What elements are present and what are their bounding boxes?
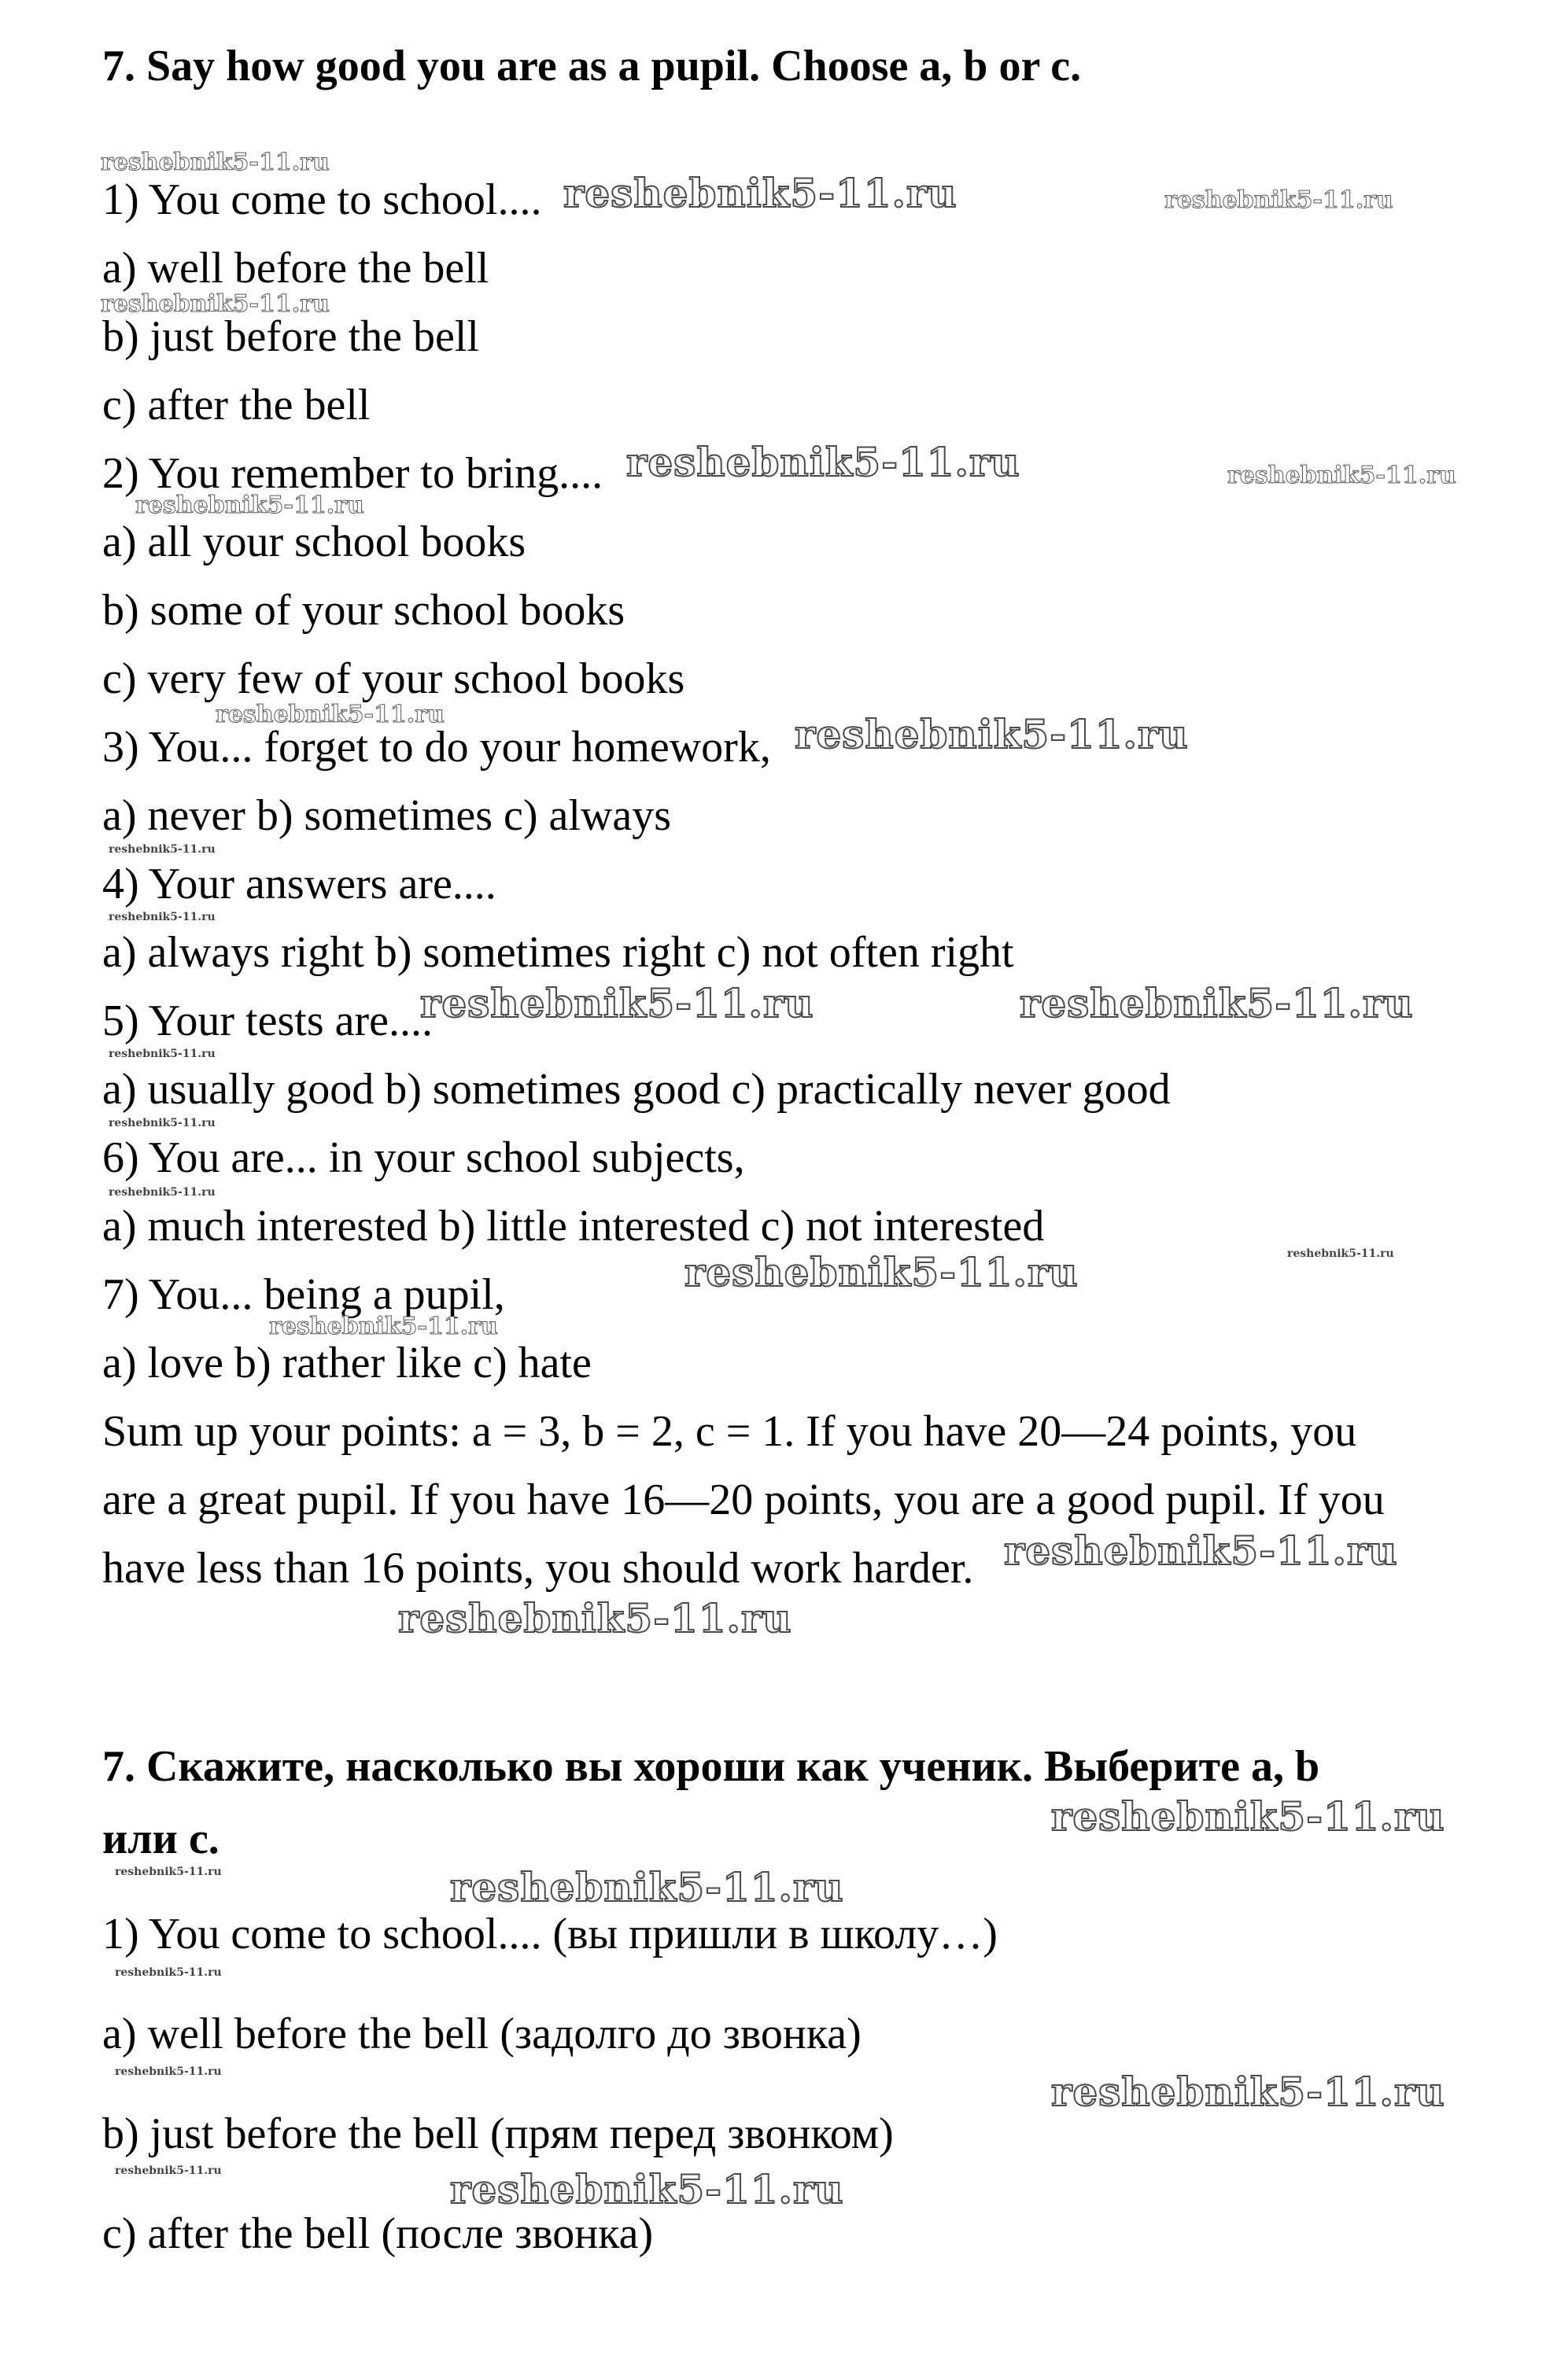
- watermark: reshebnik5-11.ru: [420, 980, 814, 1026]
- question-2: 2) You remember to bring....: [102, 449, 603, 498]
- watermark: reshebnik5-11.ru: [115, 1866, 222, 1878]
- scoring-line-3: have less than 16 points, you should work harder.: [102, 1544, 974, 1593]
- translation-option-b: b) just before the bell (прям перед звонком): [102, 2109, 894, 2158]
- watermark: reshebnik5-11.ru: [450, 2166, 844, 2212]
- question-3: 3) You... forget to do your homework,: [102, 723, 771, 772]
- watermark: reshebnik5-11.ru: [1020, 980, 1414, 1026]
- watermark: reshebnik5-11.ru: [115, 1966, 222, 1979]
- question-2-option-b: b) some of your school books: [102, 586, 625, 635]
- question-3-options: a) never b) sometimes c) always: [102, 791, 672, 840]
- question-1-option-c: c) after the bell: [102, 381, 371, 429]
- watermark: reshebnik5-11.ru: [115, 2065, 222, 2078]
- watermark: reshebnik5-11.ru: [135, 492, 364, 519]
- watermark: reshebnik5-11.ru: [398, 1595, 792, 1641]
- watermark: reshebnik5-11.ru: [216, 701, 445, 728]
- question-5-options: a) usually good b) sometimes good c) practically never good: [102, 1065, 1171, 1114]
- question-5: 5) Your tests are....: [102, 997, 433, 1045]
- question-2-option-a: a) all your school books: [102, 518, 526, 566]
- scoring-line-2: are a great pupil. If you have 16—20 points, you are a good pupil. If you: [102, 1476, 1385, 1524]
- translation-option-a: a) well before the bell (задолго до звонка): [102, 2010, 862, 2058]
- watermark: reshebnik5-11.ru: [450, 1864, 844, 1910]
- exercise-heading: 7. Say how good you are as a pupil. Choose a, b or c.: [102, 42, 1082, 90]
- watermark: reshebnik5-11.ru: [109, 1186, 216, 1199]
- watermark: reshebnik5-11.ru: [109, 1048, 216, 1060]
- watermark: reshebnik5-11.ru: [1227, 462, 1456, 489]
- translation-question-1: 1) You come to school.... (вы пришли в школу…): [102, 1910, 998, 1958]
- question-2-option-c: c) very few of your school books: [102, 654, 685, 703]
- watermark: reshebnik5-11.ru: [795, 711, 1189, 757]
- question-6-options: a) much interested b) little interested c) not interested: [102, 1202, 1045, 1251]
- question-4: 4) Your answers are....: [102, 860, 496, 908]
- watermark: reshebnik5-11.ru: [563, 170, 957, 216]
- translation-heading-line-2: или c.: [102, 1814, 220, 1863]
- watermark: reshebnik5-11.ru: [101, 149, 330, 176]
- watermark: reshebnik5-11.ru: [109, 843, 216, 856]
- scoring-line-1: Sum up your points: a = 3, b = 2, c = 1. If you have 20—24 points, you: [102, 1407, 1357, 1456]
- question-1-option-a: a) well before the bell: [102, 244, 489, 293]
- watermark: reshebnik5-11.ru: [1004, 1527, 1398, 1574]
- watermark: reshebnik5-11.ru: [1164, 186, 1393, 214]
- translation-heading-line-1: 7. Скажите, насколько вы хороши как ученик. Выберите a, b: [102, 1742, 1320, 1791]
- watermark: reshebnik5-11.ru: [1051, 1793, 1445, 1840]
- watermark: reshebnik5-11.ru: [1287, 1247, 1394, 1260]
- watermark: reshebnik5-11.ru: [269, 1313, 498, 1340]
- watermark: reshebnik5-11.ru: [109, 911, 216, 923]
- question-1: 1) You come to school....: [102, 175, 542, 224]
- watermark: reshebnik5-11.ru: [1051, 2069, 1445, 2115]
- watermark: reshebnik5-11.ru: [101, 290, 330, 318]
- question-7-options: a) love b) rather like c) hate: [102, 1339, 592, 1387]
- question-4-options: a) always right b) sometimes right c) not often right: [102, 928, 1014, 977]
- translation-option-c: c) after the bell (после звонка): [102, 2209, 654, 2258]
- watermark: reshebnik5-11.ru: [109, 1117, 216, 1129]
- watermark: reshebnik5-11.ru: [626, 439, 1020, 485]
- question-1-option-b: b) just before the bell: [102, 312, 479, 361]
- question-6: 6) You are... in your school subjects,: [102, 1133, 745, 1182]
- question-7: 7) You... being a pupil,: [102, 1270, 505, 1319]
- watermark: reshebnik5-11.ru: [684, 1249, 1079, 1295]
- watermark: reshebnik5-11.ru: [115, 2164, 222, 2177]
